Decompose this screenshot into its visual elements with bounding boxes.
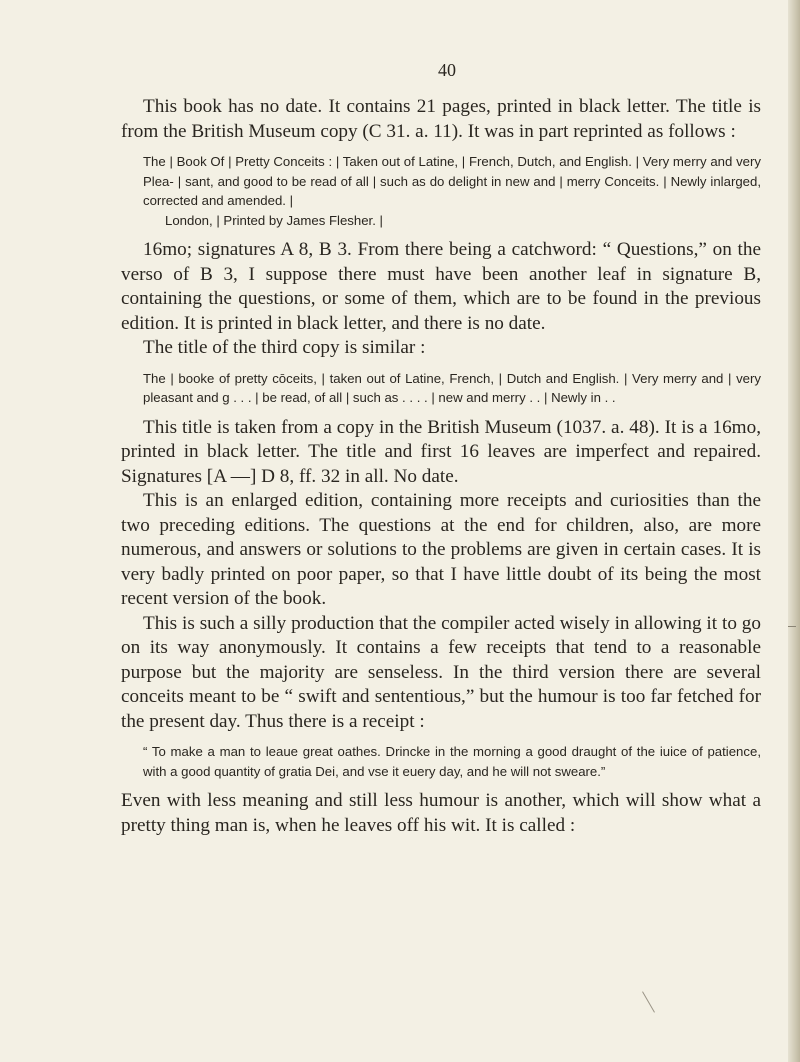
paragraph-third-copy: The title of the third copy is similar : [143, 337, 426, 358]
page-number: 40 [438, 60, 456, 80]
book-page [121, 60, 761, 838]
paragraph-british-museum: This title is taken from a copy in the British Museum (1037. a. 48). It is a 16mo, printed in black letter. The title and first 16 leaves are imperfect and repaired. Signatures [A —] D 8, ff. 32 in all. No date. [121, 416, 761, 487]
paragraph-signatures: 16mo; signatures A 8, B 3. From there being a catchword: “ Questions,” on the verso of B 3, I suppose there must have been another leaf in signature B, containing the questions, or some of them, which are to be found in the previous edition. It is printed in black letter, and there is no date. [121, 239, 761, 334]
receipt-quote: “ To make a man to leaue great oathes. Drincke in the morning a good draught of the iuice of patience, with a good quantity of gratia Dei, and vse it euery day, and he will not sweare.” [143, 744, 761, 779]
title-quote-2: The | booke of pretty cōceits, | taken out of Latine, French, | Dutch and English. | Very merry and | very pleasant and g . . . | be read, of all | such as . . . . | new and merry . . | Newly in . . [143, 370, 761, 405]
paragraph-enlarged-edition: This is an enlarged edition, containing more receipts and curiosities than the two preceding editions. The questions at the end for children, also, are more numerous, and answers or solutions to the problems are given in certain cases. It is very badly printed on poor paper, so that I have little doubt of its being the most recent version of the book. [121, 490, 761, 609]
pencil-mark [642, 991, 655, 1012]
title-quote-1 [121, 152, 761, 230]
paragraph-silly-production: This is such a silly production that the compiler acted wisely in allowing it to go on its way anonymously. It contains a few receipts that tend to a reasonable purpose but the majority are senseless. In the third version there are several conceits meant to be “ swift and sententious,” but the humour is too far fetched for the present day. Thus there is a receipt : [121, 612, 761, 732]
page-edge [788, 0, 800, 1062]
paragraph-no-date: This book has no date. It contains 21 pages, printed in black letter. The title is from the British Museum copy (C 31. a. 11). It was in part reprinted as follows : [121, 96, 761, 142]
title-quote-1-imprint: London, | Printed by James Flesher. | [165, 212, 383, 228]
paragraph-pretty-thing: Even with less meaning and still less humour is another, which will show what a pretty thing man is, when he leaves off his wit. It is called : [121, 790, 761, 836]
margin-mark [788, 626, 796, 627]
title-quote-1-text: The | Book Of | Pretty Conceits : | Taken out of Latine, | French, Dutch, and English. | Very merry and very Plea- | sant, and good to be read of all | such as do delight in new and | merry Conceits. | Newly inlarged, corrected and amended. | [143, 154, 761, 208]
